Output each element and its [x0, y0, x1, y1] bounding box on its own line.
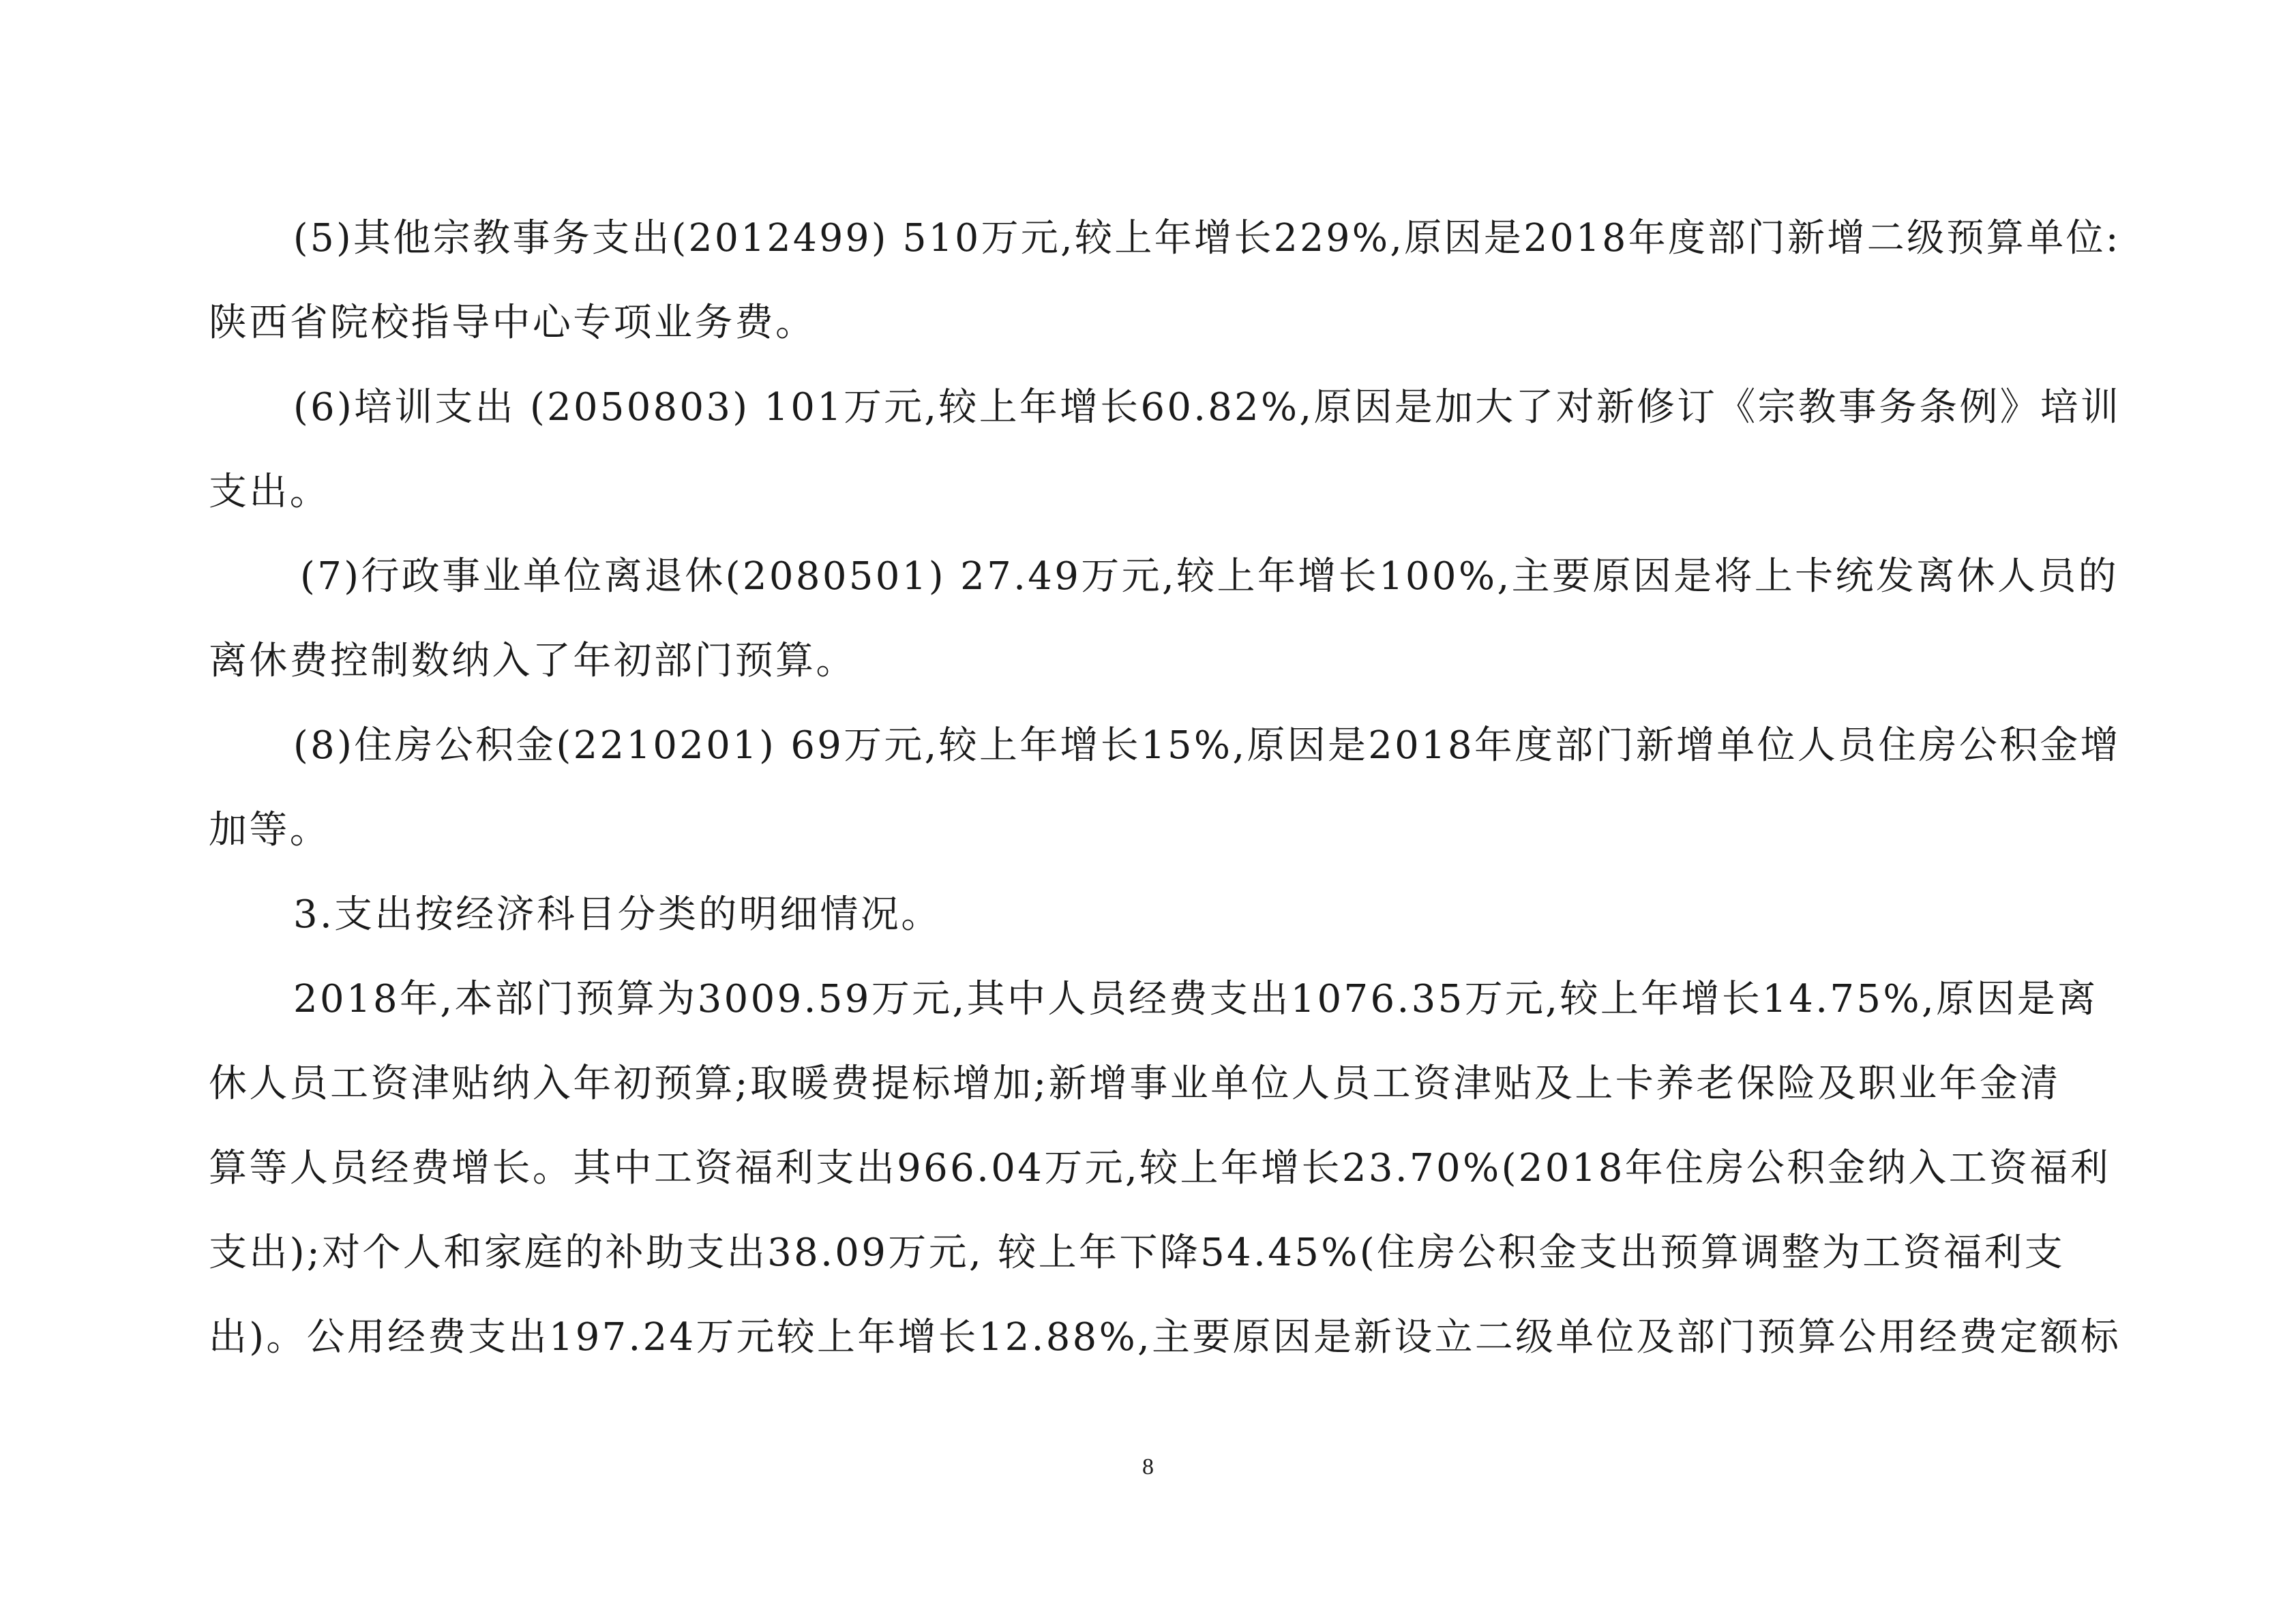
paragraph-line: 陕西省院校指导中心专项业务费。: [209, 301, 816, 345]
paragraph-line: 算等人员经费增长。其中工资福利支出966.04万元,较上年增长23.70%(2018年住房公积金纳入工资福利: [209, 1146, 2111, 1190]
page-number: 8: [1142, 1454, 1154, 1480]
paragraph-line: 休人员工资津贴纳入年初预算;取暖费提标增加;新增事业单位人员工资津贴及上卡养老保险及职业年金清: [209, 1062, 2061, 1106]
paragraph-line: (8)住房公积金(2210201) 69万元,较上年增长15%,原因是2018年度部门新增单位人员住房公积金增: [293, 723, 2121, 768]
section-heading: 3.支出按经济科目分类的明细情况。: [293, 892, 942, 937]
paragraph-line: 出)。公用经费支出197.24万元较上年增长12.88%,主要原因是新设立二级单位及部门预算公用经费定额标: [209, 1315, 2121, 1360]
paragraph-line: 离休费控制数纳入了年初部门预算。: [209, 639, 856, 683]
paragraph-line: (5)其他宗教事务支出(2012499) 510万元,较上年增长229%,原因是2018年度部门新增二级预算单位:: [293, 216, 2121, 260]
paragraph-line: (7)行政事业单位离退休(2080501) 27.49万元,较上年增长100%,主要原因是将上卡统发离休人员的: [300, 554, 2119, 599]
paragraph-line: 2018年,本部门预算为3009.59万元,其中人员经费支出1076.35万元,较上年增长14.75%,原因是离: [293, 977, 2098, 1021]
paragraph-line: 支出。: [209, 470, 331, 514]
paragraph-line: 加等。: [209, 808, 331, 852]
paragraph-line: 支出);对个人和家庭的补助支出38.09万元, 较上年下降54.45%(住房公积金支出预算调整为工资福利支: [209, 1231, 2066, 1275]
paragraph-line: (6)培训支出 (2050803) 101万元,较上年增长60.82%,原因是加大了对新修订《宗教事务条例》培训: [293, 385, 2121, 430]
